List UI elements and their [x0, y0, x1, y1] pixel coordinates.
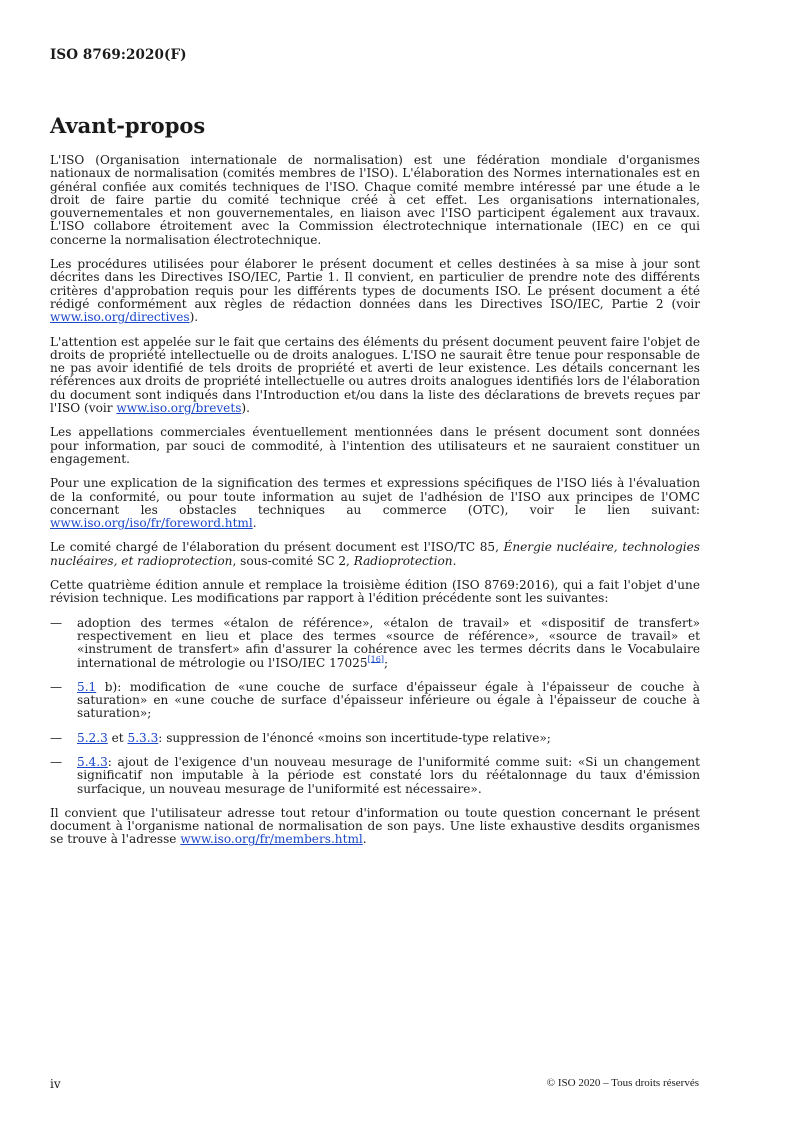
paragraph-trade-names: Les appellations commerciales éventuellement mentionnées dans le présent document sont données pour information, par souci de commodité, à l'intention des utilisateurs et ne sauraient constituer un engagement.: [50, 425, 700, 466]
section-5-2-3-link[interactable]: 5.2.3: [77, 730, 108, 745]
section-5-4-3-link[interactable]: 5.4.3: [77, 754, 108, 769]
page-title: Avant-propos: [50, 113, 206, 138]
paragraph-committee: Le comité chargé de l'élaboration du présent document est l'ISO/TC 85, Énergie nucléaire, technologies nucléaires, et radioprotection, sous-comité SC 2, Radioprotection.: [50, 540, 700, 568]
section-5-3-3-link[interactable]: 5.3.3: [127, 730, 159, 745]
paragraph-procedures: Les procédures utilisées pour élaborer le présent document et celles destinées à sa mise à jour sont décrites dans les Directives ISO/IEC, Partie 1. Il convient, en particulier de prendre note des différents critères d'approbation requis pour les différents types de documents ISO. Le présent document a été rédigé conformément aux règles de rédaction données dans les Directives ISO/IEC, Partie 2 (voir www.iso.org/directives).: [50, 257, 700, 325]
list-item: — 5.2.3 et 5.3.3: suppression de l'énoncé «moins son incertitude-type relative»;: [50, 730, 551, 745]
reference-16-link[interactable]: [16]: [367, 654, 384, 664]
paragraph-iso-intro: L'ISO (Organisation internationale de normalisation) est une fédération mondiale d'organismes nationaux de normalisation (comités membres de l'ISO). L'élaboration des Normes internationales est en général confiée aux comités techniques de l'ISO. Chaque comité membre intéressé par une étude a le droit de faire partie du comité technique créé à cet effet. Les organisations internationales, gouvernementales et non gouvernementales, en liaison avec l'ISO participent également aux travaux. L'ISO collabore étroitement avec la Commission électrotechnique internationale (IEC) en ce qui concerne la normalisation électrotechnique.: [50, 153, 700, 247]
list-item: — 5.4.3: ajout de l'exigence d'un nouveau mesurage de l'uniformité comme suit: «Si un changement significatif non imputable à la période est constaté lors du réétalonnage du taux d'émission surfacique, un nouveau mesurage de l'uniformité est nécessaire».: [50, 754, 700, 796]
page-number: iv: [50, 1077, 61, 1091]
copyright-notice: © ISO 2020 – Tous droits réservés: [546, 1077, 699, 1089]
members-link[interactable]: www.iso.org/fr/members.html: [180, 832, 363, 847]
list-item: — adoption des termes «étalon de référence», «étalon de travail» et «dispositif de transfert» respectivement en lieu et place des termes «source de référence», «source de travail» et «instrument de transfert» afin d'assurer la cohérence avec les termes décrits dans le Vocabulaire international de métrologie ou l'ISO/IEC 17025[16];: [50, 615, 700, 670]
section-5-1-link[interactable]: 5.1: [77, 679, 97, 694]
paragraph-feedback: Il convient que l'utilisateur adresse tout retour d'information ou toute question concernant le présent document à l'organisme national de normalisation de son pays. Une liste exhaustive desdits organismes se trouve à l'adresse www.iso.org/fr/members.html.: [50, 805, 700, 847]
paragraph-patents: L'attention est appelée sur le fait que certains des éléments du présent document peuvent faire l'objet de droits de propriété intellectuelle ou de droits analogues. L'ISO ne saurait être tenue pour responsable de ne pas avoir identifié de tels droits de propriété et averti de leur existence. Les détails concernant les références aux droits de propriété intellectuelle ou autres droits analogues identifiés lors de l'élaboration du document sont indiqués dans l'Introduction et/ou dans la liste des déclarations de brevets reçues par l'ISO (voir www.iso.org/brevets).: [50, 334, 700, 416]
paragraph-edition: Cette quatrième édition annule et remplace la troisième édition (ISO 8769:2016), qui a fait l'objet d'une révision technique. Les modifications par rapport à l'édition précédente sont les suivantes:: [50, 578, 700, 606]
list-item: — 5.1 b): modification de «une couche de surface d'épaisseur égale à l'épaisseur de couche à saturation» en «une couche de surface d'épaisseur inférieure ou égale à l'épaisseur de couche à saturation»;: [50, 679, 700, 721]
brevets-link[interactable]: www.iso.org/brevets: [116, 401, 242, 416]
directives-link[interactable]: www.iso.org/directives: [50, 310, 190, 325]
list-dash: —: [50, 730, 63, 745]
foreword-body: [50, 154, 700, 858]
list-dash: —: [50, 615, 63, 630]
foreword-link[interactable]: www.iso.org/iso/fr/foreword.html: [50, 516, 253, 531]
list-dash: —: [50, 754, 63, 769]
paragraph-conformity: Pour une explication de la signification des termes et expressions spécifiques de l'ISO liés à l'évaluation de la conformité, ou pour toute information au sujet de l'adhésion de l'ISO aux principes de l'OMC concernant les obstacles techniques au commerce (OTC), voir le lien suivant: www.iso.org/iso/fr/foreword.html.: [50, 476, 700, 531]
list-dash: —: [50, 679, 63, 694]
document-id: ISO 8769:2020(F): [50, 47, 187, 63]
